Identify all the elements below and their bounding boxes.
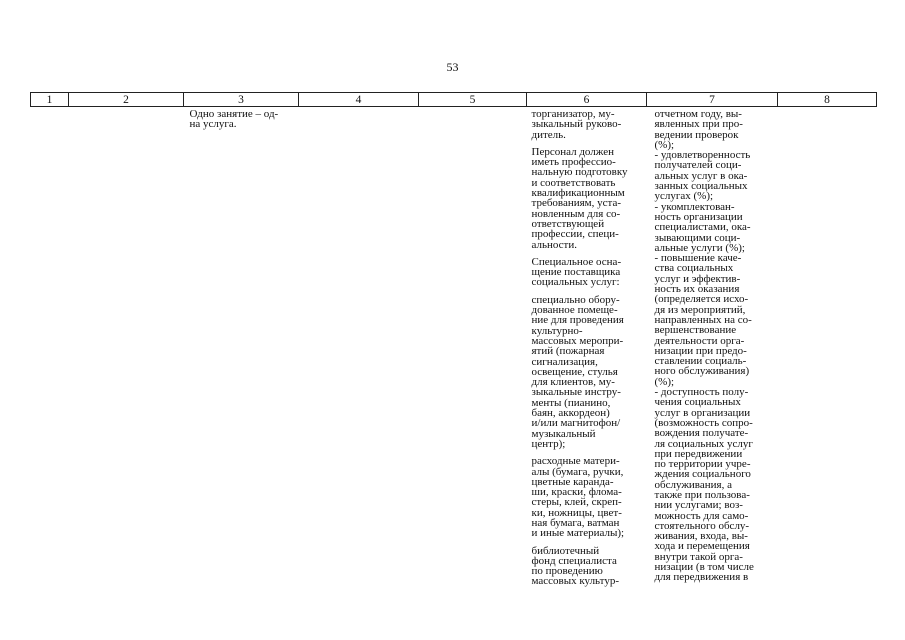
column-header-2: 2: [69, 93, 184, 107]
library-fund-text: библиотечный фонд специалиста по проведению массовых культур-: [531, 544, 619, 588]
column-header-6: 6: [527, 93, 647, 107]
equipped-room-text: специально обору- дованное помеще- ние для проведения культурно- массовых меропри- ятий (пожарная сигнализация, освещение, стулья для клиентов, му- зыкальные инстру- менты (пианино, баян, аккордеон) и/или магнитофон/ музыкальный центр);: [531, 293, 624, 450]
service-unit-text: Одно занятие – од- на услуга.: [189, 108, 279, 131]
column-header-5: 5: [419, 93, 527, 107]
column-header-3: 3: [184, 93, 299, 107]
consumables-text: расходные матери- алы (бумага, ручки, цветные каранда- ши, краски, флома- стеры, клей, скреп- ки, ножницы, цвет- ная бумага, ватман и иные материалы);: [531, 455, 625, 540]
column-header-8: 8: [778, 93, 877, 107]
staff-continuation-text: торганизатор, му- зыкальный руково- дитель.: [531, 108, 622, 141]
column-header-7: 7: [647, 93, 778, 107]
quality-indicators-text: отчетном году, вы- явленных при про- ведении проверок (%); - удовлетворенность получателей соци- альных услуг в ока- занных социальных услугах (%); - укомплектован- ность организации специалистами, ока- зывающими соци- альные услуги (%); - повышение каче- ства социальных услуг и эффектив- ность их оказания (определяется исхо- дя из мероприятий, направленных на со- вершенствование деятельности орга- низации при предо- ставлении социаль- ного обслуживания) (%); - доступность полу- чения социальных услуг в организации (возможность сопро- вождения получате- ля социальных услуг при передвижении по территории учре- ждения социального обслуживания, а также при пользова- нии услугами; воз- можность для само- стоятельного обслу- живания, входа, вы- хода и перемещения внутри такой орга- низации (в том числе для передвижения в: [654, 108, 754, 584]
equipment-heading-text: Специальное осна- щение поставщика социальных услуг:: [531, 255, 622, 289]
column-header-4: 4: [299, 93, 419, 107]
cell-col3: [184, 107, 299, 594]
table-row: [31, 107, 877, 594]
services-table: [30, 92, 877, 594]
cell-col7: [647, 107, 778, 594]
cell-col6: [527, 107, 647, 594]
cell-col4: [299, 107, 419, 594]
staff-requirements-text: Персонал должен иметь профессио- нальную подготовку и соответствовать квалификационным требованиям, уста- новленным для со- ответствующей профессии, специ- альности.: [531, 145, 628, 251]
cell-col5: [419, 107, 527, 594]
page-number: 53: [446, 60, 459, 74]
column-header-1: 1: [31, 93, 69, 107]
cell-col8: [778, 107, 877, 594]
cell-col2: [69, 107, 184, 594]
table-header-row: [31, 93, 877, 107]
cell-col1: [31, 107, 69, 594]
